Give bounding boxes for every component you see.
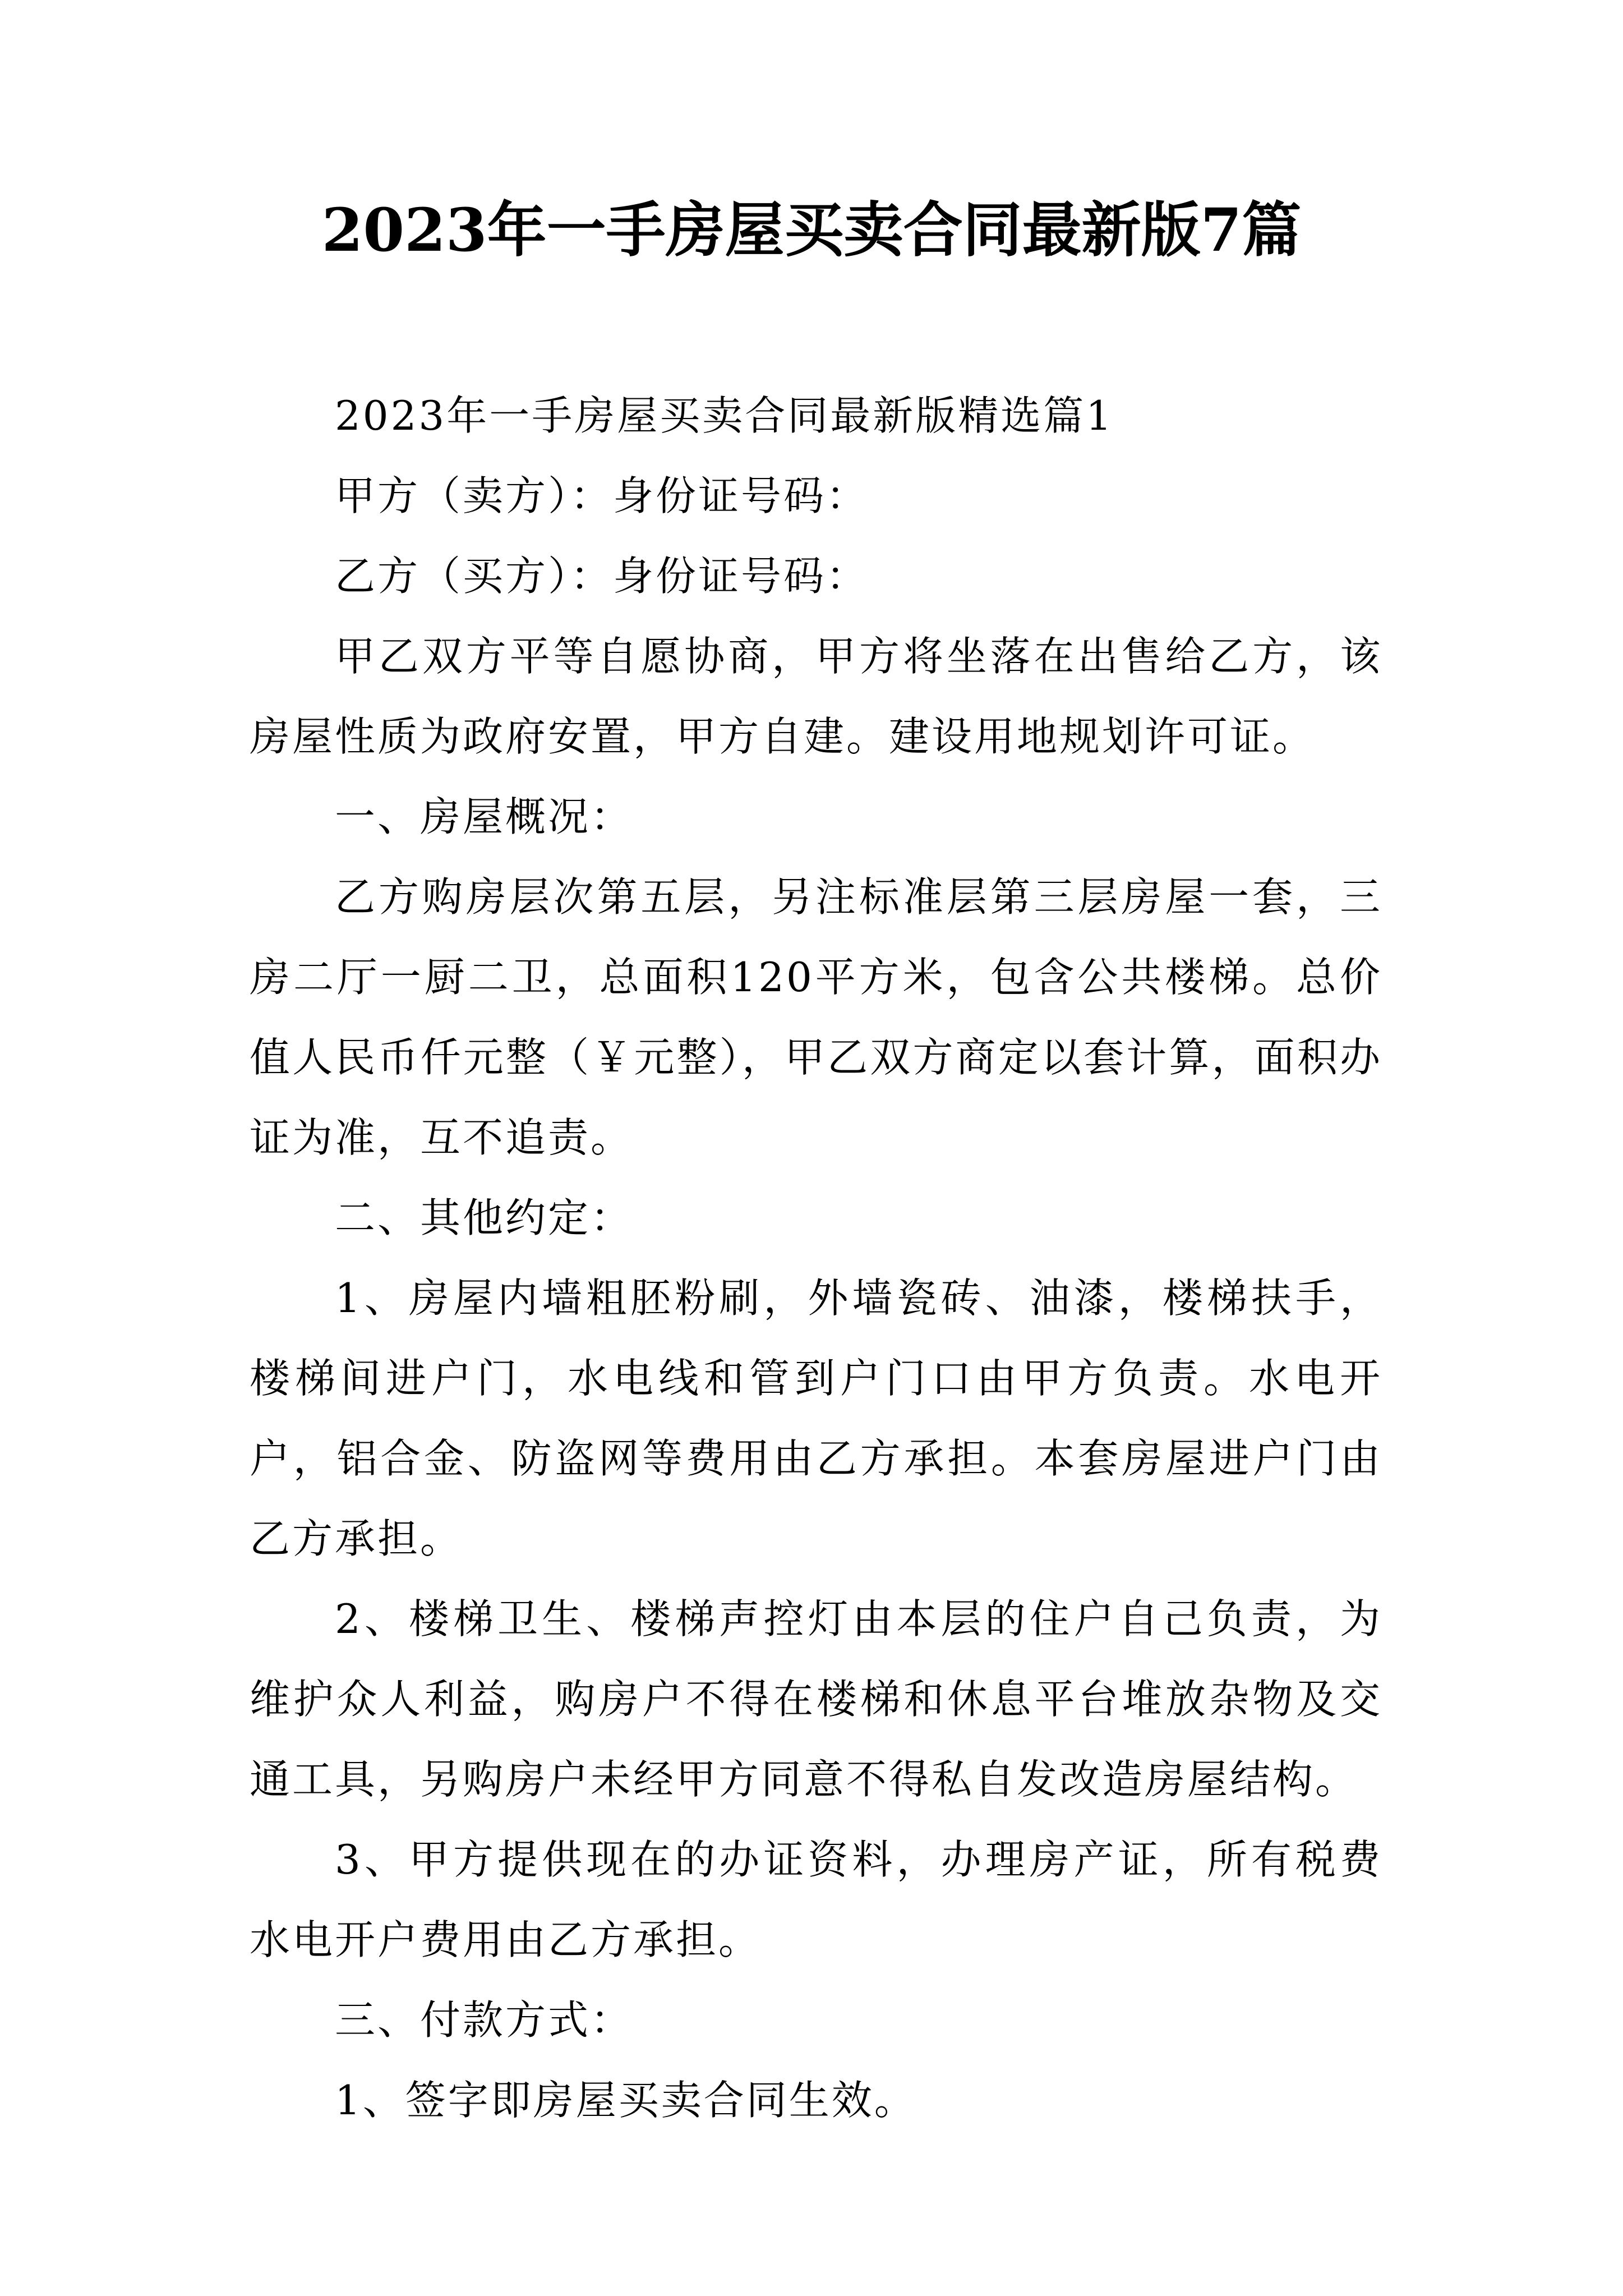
clause-heading-payment: 三、付款方式： — [335, 1996, 634, 2044]
document-body — [250, 376, 1382, 2141]
party-b-line: 乙方（买方）：身份证号码： — [335, 553, 869, 600]
clause-heading-other-terms: 二、其他约定： — [335, 1194, 634, 1241]
payment-item-1: 1、签字即房屋买卖合同生效。 — [335, 2077, 917, 2124]
document-title: 2023年一手房屋买卖合同最新版7篇 — [321, 195, 1302, 265]
agreement-intro-paragraph: 甲乙双方平等自愿协商，甲方将坐落在出售给乙方，该房屋性质为政府安置，甲方自建。建设用地规划许可证。 — [250, 633, 1382, 760]
clause-heading-house-overview: 一、房屋概况： — [335, 793, 634, 840]
other-terms-item-1: 1、房屋内墙粗胚粉刷，外墙瓷砖、油漆，楼梯扶手，楼梯间进户门，水电线和管到户门口由甲方负责。水电开户，铝合金、防盗网等费用由乙方承担。本套房屋进户门由乙方承担。 — [250, 1274, 1382, 1562]
other-terms-item-3: 3、甲方提供现在的办证资料，办理房产证，所有税费水电开户费用由乙方承担。 — [250, 1836, 1382, 1963]
house-overview-paragraph: 乙方购房层次第五层，另注标准层第三层房屋一套，三房二厅一厨二卫，总面积120平方米，包含公共楼梯。总价值人民币仟元整（￥元整），甲乙双方商定以套计算，面积办证为准，互不追责。 — [250, 873, 1382, 1161]
party-a-line: 甲方（卖方）：身份证号码： — [335, 472, 869, 519]
other-terms-item-2: 2、楼梯卫生、楼梯声控灯由本层的住户自己负责，为维护众人利益，购房户不得在楼梯和休息平台堆放杂物及交通工具，另购房户未经甲方同意不得私自发改造房屋结构。 — [250, 1595, 1382, 1803]
section-heading-1: 2023年一手房屋买卖合同最新版精选篇1 — [335, 392, 1114, 439]
